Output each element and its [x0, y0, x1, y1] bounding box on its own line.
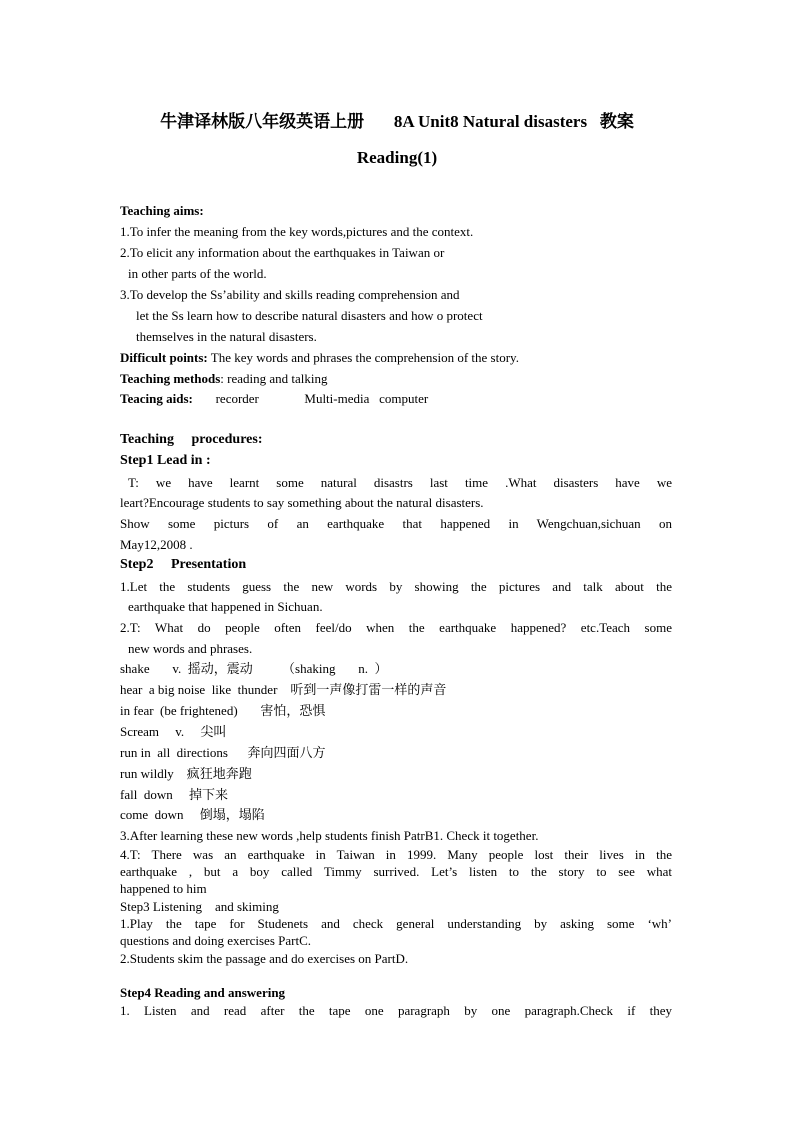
vocab-item: Scream v. 尖叫 — [120, 724, 227, 739]
vocab-item: run in all directions 奔向四面八方 — [120, 745, 326, 760]
aim-line: 2.To elicit any information about the earthquakes in Taiwan or — [120, 245, 445, 260]
difficult-points-label: Difficult points: — [120, 350, 208, 365]
step2-line: 3.After learning these new words ,help students finish PatrB1. Check it together. — [120, 828, 539, 843]
procedures-heading: Teaching procedures: — [120, 432, 263, 447]
teaching-methods-label: Teaching methods — [120, 371, 221, 386]
teaching-aims-heading: Teaching aims: — [120, 203, 204, 218]
teaching-methods-text: : reading and talking — [220, 371, 328, 386]
step1-line: Show some picturs of an earthquake that happened in Wengchuan,sichuan on — [120, 516, 672, 531]
aim-line: themselves in the natural disasters. — [136, 329, 317, 344]
step2-heading: Step2 Presentation — [120, 557, 247, 572]
step3-line: 1.Play the tape for Studenets and check general understanding by asking some ‘wh’ — [120, 916, 672, 931]
teaching-methods — [120, 370, 672, 387]
step2-line: 4.T: There was an earthquake in Taiwan in 1999. Many people lost their lives in the — [120, 847, 672, 862]
step3-line: 2.Students skim the passage and do exercises on PartD. — [120, 951, 409, 966]
aim-line: 3.To develop the Ss’ability and skills reading comprehension and — [120, 287, 460, 302]
aim-line: in other parts of the world. — [128, 266, 267, 281]
teaching-aids — [120, 390, 672, 407]
aim-line: 1.To infer the meaning from the key words,pictures and the context. — [120, 224, 474, 239]
step2-line: earthquake , but a boy called Timmy surrived. Let’s listen to the story to see what — [120, 864, 672, 879]
step2-line: new words and phrases. — [128, 641, 253, 656]
difficult-points-text: The key words and phrases the comprehension of the story. — [207, 350, 519, 365]
teaching-aids-label: Teacing aids: — [120, 391, 193, 406]
step4-line: 1. Listen and read after the tape one paragraph by one paragraph.Check if they — [120, 1003, 672, 1018]
vocab-item: hear a big noise like thunder 听到一声像打雷一样的声音 — [120, 682, 447, 697]
vocab-item: shake v. 摇动，震动 （shaking n. ） — [120, 661, 388, 676]
step2-line: happened to him — [120, 881, 207, 896]
step3-line: questions and doing exercises PartC. — [120, 933, 311, 948]
teaching-aids-text: recorder Multi-media computer — [192, 391, 429, 406]
step1-heading: Step1 Lead in : — [120, 453, 211, 468]
step1-line: leart?Encourage students to say something about the natural disasters. — [120, 495, 484, 510]
step1-line: T: we have learnt some natural disastrs last time .What disasters have we — [128, 475, 672, 490]
vocab-item: in fear (be frightened) 害怕，恐惧 — [120, 703, 326, 718]
step2-line: earthquake that happened in Sichuan. — [128, 599, 323, 614]
step2-line: 1.Let the students guess the new words by showing the pictures and talk about the — [120, 579, 672, 594]
difficult-points — [120, 349, 672, 366]
vocab-item: run wildly 疯狂地奔跑 — [120, 766, 252, 781]
step3-heading: Step3 Listening and skiming — [120, 899, 279, 914]
step4-heading: Step4 Reading and answering — [120, 985, 286, 1000]
document-title: 牛津译林版八年级英语上册 8A Unit8 Natural disasters 教案 — [160, 112, 634, 131]
document-subtitle: Reading(1) — [356, 148, 438, 167]
step2-line: 2.T: What do people often feel/do when the earthquake happened? etc.Teach some — [120, 620, 672, 635]
vocab-item: fall down 掉下来 — [120, 787, 228, 802]
vocab-item: come down 倒塌，塌陷 — [120, 807, 265, 822]
step1-line: May12,2008 . — [120, 537, 193, 552]
aim-line: let the Ss learn how to describe natural disasters and how o protect — [136, 308, 483, 323]
